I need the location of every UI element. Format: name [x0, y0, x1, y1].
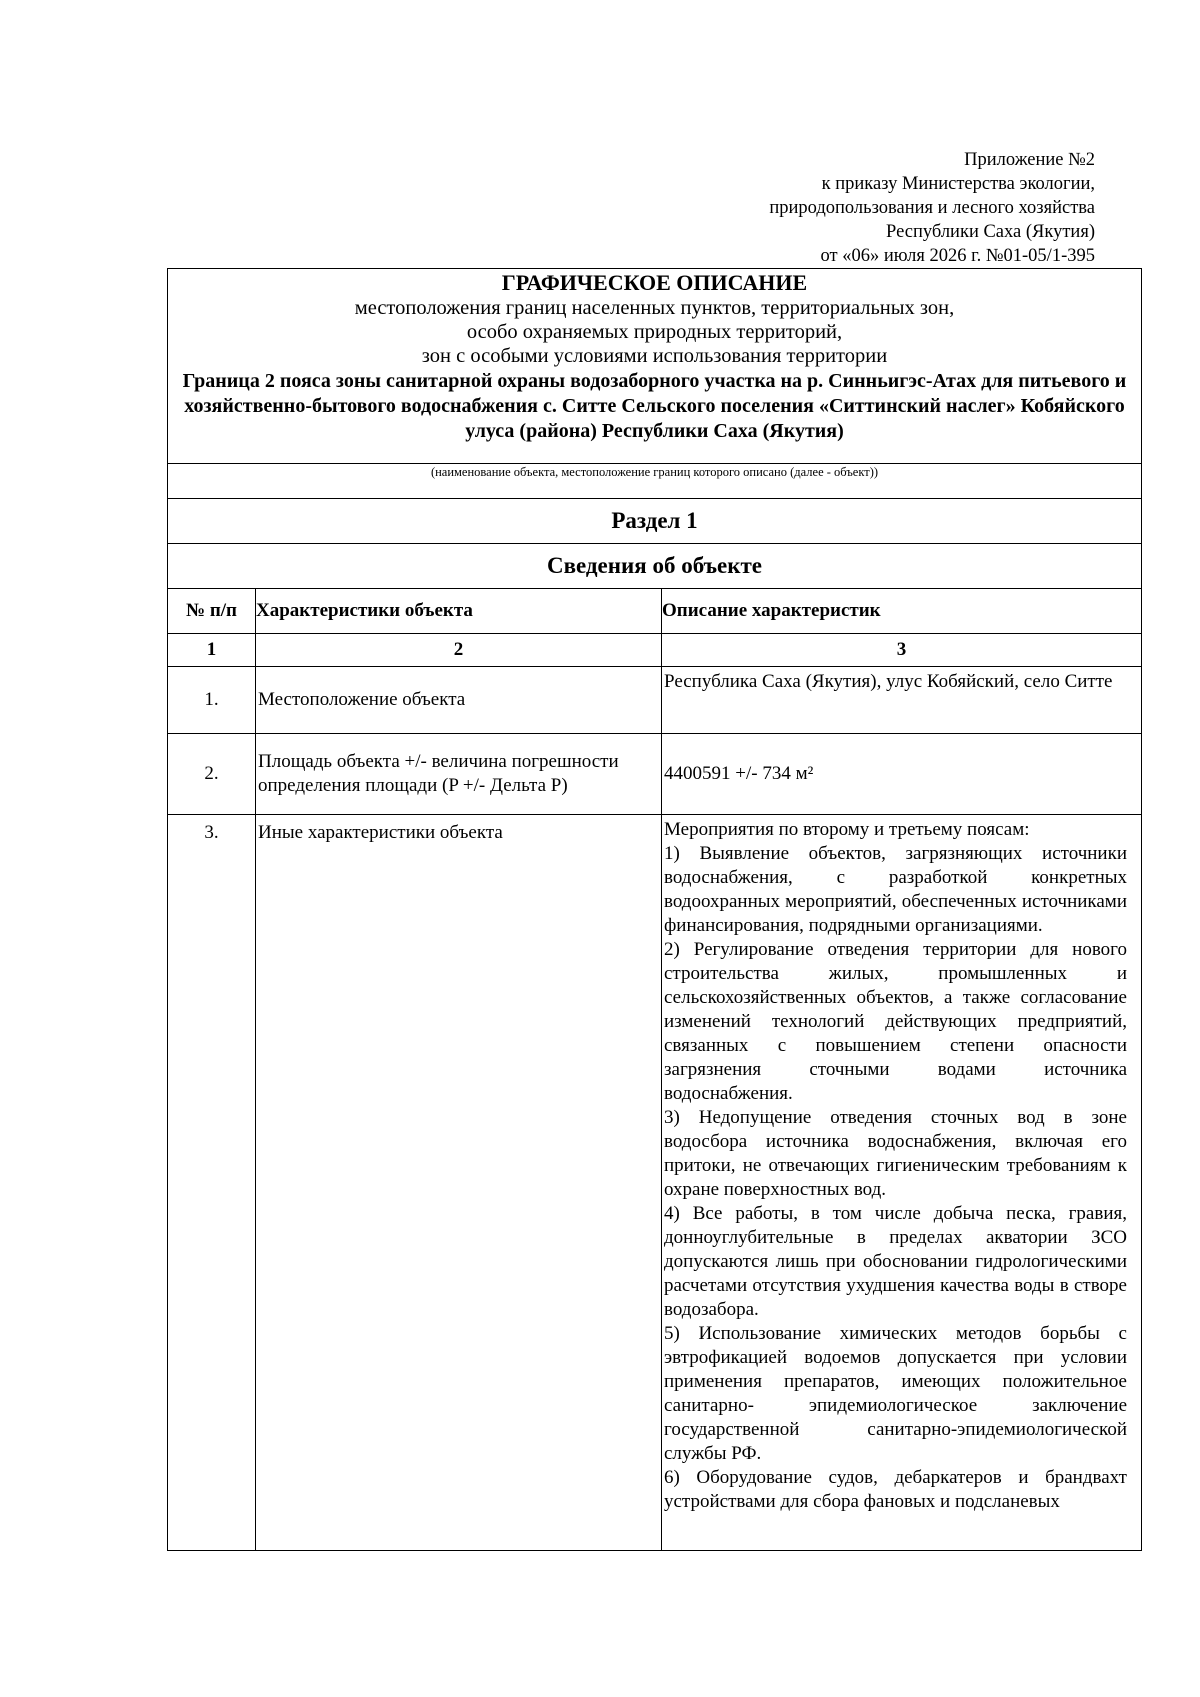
row-characteristic-text: Иные характеристики объекта	[258, 822, 503, 843]
object-name: Граница 2 пояса зоны санитарной охраны водозаборного участка на р. Синньигэс-Атах для питьевого и хозяйственно-бытового водоснабжения с. Ситте Сельского поселения «Ситтинский наслег» Кобяйского улуса (района) Республики Саха (Якутия)	[182, 370, 1127, 442]
measures-list	[662, 815, 1141, 1514]
row-characteristic	[256, 815, 662, 1551]
measure-item: 1) Выявление объектов, загрязняющих источники водоснабжения, с разработкой конкретных водоохранных мероприятий, обеспеченных источниками финансирования, подрядными организациями.	[664, 843, 1127, 936]
row-number: 2.	[168, 734, 256, 815]
row-description	[662, 667, 1142, 734]
row-description	[662, 815, 1142, 1551]
row-description-text: Республика Саха (Якутия), улус Кобяйский, село Ситте	[664, 671, 1113, 692]
row-characteristic-text: Площадь объекта +/- величина погрешности определения площади (P +/- Дельта P)	[258, 751, 619, 796]
column-number-3: 3	[662, 634, 1142, 667]
row-characteristic-text: Местоположение объекта	[258, 689, 466, 710]
section-heading: Сведения об объекте	[168, 544, 1142, 589]
measure-item: 4) Все работы, в том числе добыча песка, гравия, донноуглубительные в пределах акватории ЗСО допускаются лишь при обосновании гидрологическими расчетами отсутствия ухудшения качества воды в створе водозабора.	[664, 1203, 1127, 1320]
appendix-line-4: Республики Саха (Якутия)	[886, 222, 1095, 242]
object-caption: (наименование объекта, местоположение границ которого описано (далее - объект))	[430, 465, 879, 479]
measure-item: 3) Недопущение отведения сточных вод в зоне водосбора источника водоснабжения, включая его притоки, не отвечающих гигиеническим требованиям к охране поверхностных вод.	[664, 1107, 1127, 1200]
measure-item: 2) Регулирование отведения территории для нового строительства жилых, промышленных и сельскохозяйственных объектов, а также согласование изменений технологий действующих предприятий, связанных с повышением степени опасности загрязнения сточными водами источника водоснабжения.	[664, 939, 1127, 1104]
column-number-row	[168, 634, 1142, 667]
column-number-1: 1	[168, 634, 256, 667]
table-header-row	[168, 589, 1142, 634]
header-number: № п/п	[168, 589, 256, 634]
title-subline-1: местоположения границ населенных пунктов, территориальных зон,	[354, 297, 955, 319]
table-row	[168, 734, 1142, 815]
table-row	[168, 815, 1142, 1551]
column-number-2: 2	[256, 634, 662, 667]
object-caption-cell	[168, 464, 1142, 499]
section-label: Раздел 1	[168, 499, 1142, 544]
header-description: Описание характеристик	[662, 589, 1142, 634]
row-characteristic	[256, 734, 662, 815]
document-table	[167, 268, 1142, 1551]
appendix-line-3: природопользования и лесного хозяйства	[769, 198, 1095, 218]
measure-item: 6) Оборудование судов, дебаркатеров и брандвахт устройствами для сбора фановых и подсланевых	[664, 1467, 1127, 1512]
title-subline-3: зон с особыми условиями использования территории	[421, 345, 888, 367]
title-subline-2: особо охраняемых природных территорий,	[466, 321, 843, 343]
row-description	[662, 734, 1142, 815]
appendix-line-5: от «06» июля 2026 г. №01-05/1-395	[820, 246, 1095, 266]
header-characteristic: Характеристики объекта	[256, 589, 662, 634]
row-number-text: 3.	[204, 822, 219, 843]
row-description-text: 4400591 +/- 734 м²	[664, 763, 814, 784]
row-number	[168, 815, 256, 1551]
table-row	[168, 667, 1142, 734]
appendix-line-2: к приказу Министерства экологии,	[821, 174, 1095, 194]
row-number: 1.	[168, 667, 256, 734]
title-block	[168, 269, 1142, 464]
document-title: ГРАФИЧЕСКОЕ ОПИСАНИЕ	[501, 270, 808, 295]
measure-item: 5) Использование химических методов борьбы с эвтрофикацией водоемов допускается при условии применения препаратов, имеющих положительное санитарно- эпидемиологическое заключение государственной санитарно-эпидемиологической службы РФ.	[664, 1323, 1127, 1464]
appendix-block	[495, 148, 1095, 268]
measures-intro: Мероприятия по второму и третьему поясам:	[664, 819, 1030, 840]
appendix-line-1: Приложение №2	[964, 150, 1095, 170]
row-characteristic	[256, 667, 662, 734]
